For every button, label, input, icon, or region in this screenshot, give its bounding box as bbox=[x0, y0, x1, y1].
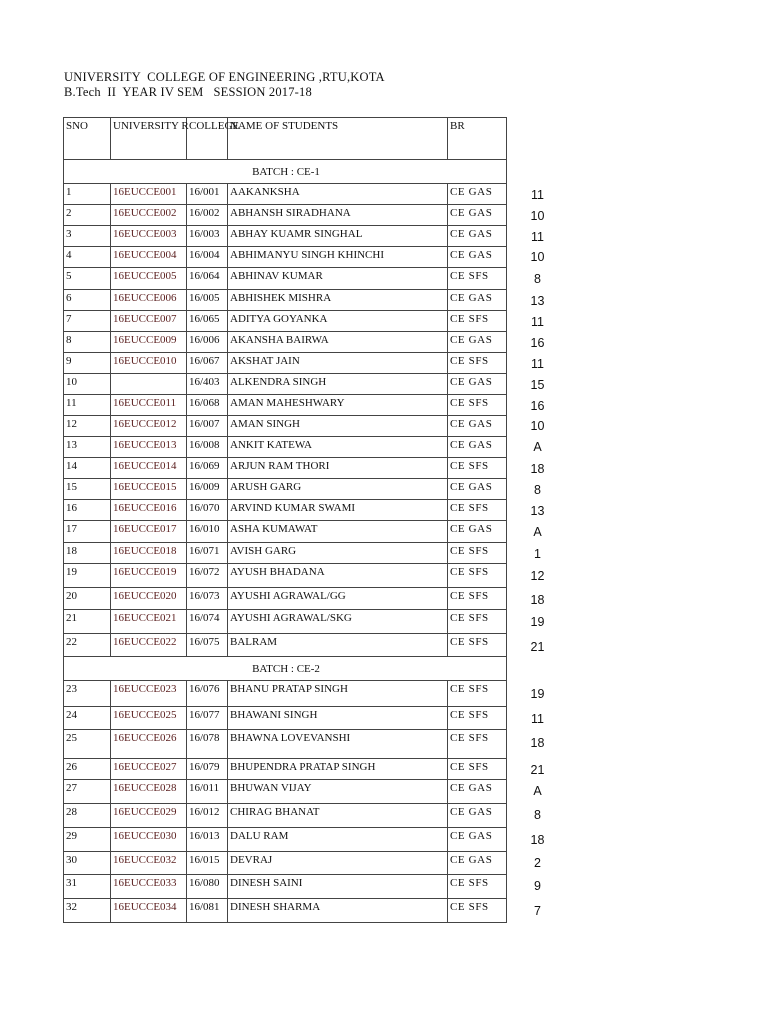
cell-branch: CE SFS bbox=[448, 395, 507, 416]
cell-student-name: ABHIMANYU SINGH KHINCHI bbox=[228, 247, 448, 268]
table-row bbox=[64, 828, 507, 852]
cell-sno: 25 bbox=[64, 730, 111, 759]
cell-university-roll: 16EUCCE032 bbox=[111, 852, 187, 875]
cell-student-name: ADITYA GOYANKA bbox=[228, 311, 448, 332]
cell-branch: CE GAS bbox=[448, 437, 507, 458]
cell-college-id: 16/013 bbox=[187, 828, 228, 852]
batch-label: BATCH : CE-1 bbox=[64, 160, 507, 184]
cell-student-name: ARJUN RAM THORI bbox=[228, 458, 448, 479]
cell-college-id: 16/064 bbox=[187, 268, 228, 290]
cell-college-id: 16/081 bbox=[187, 899, 228, 923]
cell-college-id: 16/003 bbox=[187, 226, 228, 247]
cell-college-id: 16/065 bbox=[187, 311, 228, 332]
cell-branch: CE SFS bbox=[448, 543, 507, 564]
mark-value: 11 bbox=[531, 315, 544, 329]
cell-student-name: DINESH SHARMA bbox=[228, 899, 448, 923]
table-row bbox=[64, 852, 507, 875]
cell-university-roll: 16EUCCE025 bbox=[111, 707, 187, 730]
table-row bbox=[64, 205, 507, 226]
cell-student-name: AYUSH BHADANA bbox=[228, 564, 448, 588]
cell-student-name: ABHISHEK MISHRA bbox=[228, 290, 448, 311]
cell-sno: 21 bbox=[64, 610, 111, 634]
table-row bbox=[64, 437, 507, 458]
cell-sno: 19 bbox=[64, 564, 111, 588]
mark-value: 12 bbox=[530, 569, 545, 583]
cell-branch: CE SFS bbox=[448, 311, 507, 332]
cell-university-roll: 16EUCCE022 bbox=[111, 634, 187, 657]
table-row bbox=[64, 479, 507, 500]
cell-university-roll: 16EUCCE017 bbox=[111, 521, 187, 543]
cell-university-roll: 16EUCCE027 bbox=[111, 759, 187, 780]
table-row bbox=[64, 804, 507, 828]
table-row bbox=[64, 226, 507, 247]
cell-branch: CE GAS bbox=[448, 205, 507, 226]
cell-college-id: 16/011 bbox=[187, 780, 228, 804]
cell-branch: CE SFS bbox=[448, 458, 507, 479]
table-row bbox=[64, 610, 507, 634]
cell-student-name: BHUWAN VIJAY bbox=[228, 780, 448, 804]
cell-branch: CE GAS bbox=[448, 521, 507, 543]
cell-college-id: 16/002 bbox=[187, 205, 228, 226]
cell-university-roll: 16EUCCE010 bbox=[111, 353, 187, 374]
cell-student-name: AVISH GARG bbox=[228, 543, 448, 564]
cell-sno: 13 bbox=[64, 437, 111, 458]
column-header-branch: BR bbox=[448, 118, 507, 160]
mark-value: 21 bbox=[530, 640, 545, 654]
cell-university-roll: 16EUCCE005 bbox=[111, 268, 187, 290]
cell-university-roll: 16EUCCE019 bbox=[111, 564, 187, 588]
cell-university-roll: 16EUCCE016 bbox=[111, 500, 187, 521]
mark-value: 11 bbox=[531, 230, 544, 244]
mark-value: 18 bbox=[530, 833, 545, 847]
column-header-sno: SNO bbox=[64, 118, 111, 160]
cell-branch: CE GAS bbox=[448, 290, 507, 311]
cell-branch: CE SFS bbox=[448, 500, 507, 521]
cell-branch: CE GAS bbox=[448, 828, 507, 852]
table-row bbox=[64, 730, 507, 759]
cell-branch: CE GAS bbox=[448, 479, 507, 500]
cell-sno: 4 bbox=[64, 247, 111, 268]
table-row bbox=[64, 707, 507, 730]
table-row bbox=[64, 564, 507, 588]
cell-university-roll: 16EUCCE028 bbox=[111, 780, 187, 804]
table-row bbox=[64, 353, 507, 374]
cell-university-roll: 16EUCCE030 bbox=[111, 828, 187, 852]
table-row bbox=[64, 458, 507, 479]
cell-branch: CE SFS bbox=[448, 353, 507, 374]
cell-branch: CE SFS bbox=[448, 707, 507, 730]
cell-branch: CE GAS bbox=[448, 374, 507, 395]
cell-university-roll: 16EUCCE013 bbox=[111, 437, 187, 458]
cell-sno: 23 bbox=[64, 681, 111, 707]
mark-value: 19 bbox=[530, 687, 545, 701]
mark-value: 18 bbox=[530, 736, 545, 750]
mark-value: 1 bbox=[534, 547, 541, 561]
cell-college-id: 16/001 bbox=[187, 184, 228, 205]
mark-value: A bbox=[533, 440, 542, 454]
cell-branch: CE GAS bbox=[448, 852, 507, 875]
cell-branch: CE SFS bbox=[448, 875, 507, 899]
cell-branch: CE SFS bbox=[448, 681, 507, 707]
cell-university-roll: 16EUCCE020 bbox=[111, 588, 187, 610]
cell-student-name: AMAN MAHESHWARY bbox=[228, 395, 448, 416]
cell-student-name: BALRAM bbox=[228, 634, 448, 657]
cell-student-name: AKANSHA BAIRWA bbox=[228, 332, 448, 353]
cell-university-roll: 16EUCCE023 bbox=[111, 681, 187, 707]
batch-row bbox=[64, 657, 507, 681]
cell-branch: CE SFS bbox=[448, 610, 507, 634]
table-header-row bbox=[64, 118, 507, 160]
cell-branch: CE SFS bbox=[448, 730, 507, 759]
mark-value: 16 bbox=[530, 399, 545, 413]
cell-college-id: 16/008 bbox=[187, 437, 228, 458]
cell-student-name: ANKIT KATEWA bbox=[228, 437, 448, 458]
cell-sno: 12 bbox=[64, 416, 111, 437]
cell-college-id: 16/071 bbox=[187, 543, 228, 564]
cell-student-name: AYUSHI AGRAWAL/SKG bbox=[228, 610, 448, 634]
mark-value: 8 bbox=[534, 483, 541, 497]
cell-university-roll: 16EUCCE014 bbox=[111, 458, 187, 479]
cell-college-id: 16/403 bbox=[187, 374, 228, 395]
table-row bbox=[64, 634, 507, 657]
table-row bbox=[64, 681, 507, 707]
cell-college-id: 16/072 bbox=[187, 564, 228, 588]
cell-sno: 8 bbox=[64, 332, 111, 353]
cell-sno: 28 bbox=[64, 804, 111, 828]
cell-college-id: 16/004 bbox=[187, 247, 228, 268]
table-row bbox=[64, 374, 507, 395]
cell-university-roll: 16EUCCE018 bbox=[111, 543, 187, 564]
mark-value: 10 bbox=[530, 419, 545, 433]
cell-sno: 26 bbox=[64, 759, 111, 780]
table-row bbox=[64, 759, 507, 780]
cell-sno: 30 bbox=[64, 852, 111, 875]
cell-university-roll: 16EUCCE026 bbox=[111, 730, 187, 759]
cell-sno: 11 bbox=[64, 395, 111, 416]
cell-university-roll: 16EUCCE033 bbox=[111, 875, 187, 899]
cell-sno: 22 bbox=[64, 634, 111, 657]
mark-value: 8 bbox=[534, 808, 541, 822]
cell-college-id: 16/075 bbox=[187, 634, 228, 657]
cell-branch: CE SFS bbox=[448, 564, 507, 588]
cell-college-id: 16/070 bbox=[187, 500, 228, 521]
mark-value: A bbox=[533, 784, 542, 798]
cell-university-roll: 16EUCCE002 bbox=[111, 205, 187, 226]
mark-value: 2 bbox=[534, 856, 541, 870]
mark-value: 7 bbox=[534, 904, 541, 918]
cell-university-roll: 16EUCCE006 bbox=[111, 290, 187, 311]
mark-value: 11 bbox=[531, 712, 544, 726]
cell-university-roll: 16EUCCE007 bbox=[111, 311, 187, 332]
cell-sno: 7 bbox=[64, 311, 111, 332]
cell-sno: 18 bbox=[64, 543, 111, 564]
cell-university-roll: 16EUCCE004 bbox=[111, 247, 187, 268]
cell-university-roll: 16EUCCE003 bbox=[111, 226, 187, 247]
mark-value: 8 bbox=[534, 272, 541, 286]
table-row bbox=[64, 543, 507, 564]
cell-student-name: AMAN SINGH bbox=[228, 416, 448, 437]
cell-sno: 3 bbox=[64, 226, 111, 247]
batch-row bbox=[64, 160, 507, 184]
document-title: UNIVERSITY COLLEGE OF ENGINEERING ,RTU,KOTA bbox=[64, 70, 385, 84]
table-row bbox=[64, 780, 507, 804]
cell-student-name: AKSHAT JAIN bbox=[228, 353, 448, 374]
table-row bbox=[64, 875, 507, 899]
column-header-college-id: COLLEGE bbox=[187, 118, 228, 160]
mark-value: 19 bbox=[530, 615, 545, 629]
cell-sno: 16 bbox=[64, 500, 111, 521]
cell-student-name: AYUSHI AGRAWAL/GG bbox=[228, 588, 448, 610]
cell-sno: 24 bbox=[64, 707, 111, 730]
cell-sno: 32 bbox=[64, 899, 111, 923]
mark-value: 9 bbox=[534, 879, 541, 893]
cell-student-name: ABHAY KUAMR SINGHAL bbox=[228, 226, 448, 247]
cell-sno: 29 bbox=[64, 828, 111, 852]
cell-sno: 20 bbox=[64, 588, 111, 610]
cell-college-id: 16/068 bbox=[187, 395, 228, 416]
table-row bbox=[64, 395, 507, 416]
document-subtitle: B.Tech II YEAR IV SEM SESSION 2017-18 bbox=[64, 85, 312, 99]
batch-label: BATCH : CE-2 bbox=[64, 657, 507, 681]
table-row bbox=[64, 332, 507, 353]
cell-student-name: ALKENDRA SINGH bbox=[228, 374, 448, 395]
cell-sno: 17 bbox=[64, 521, 111, 543]
cell-student-name: AAKANKSHA bbox=[228, 184, 448, 205]
table-row bbox=[64, 268, 507, 290]
table-row bbox=[64, 416, 507, 437]
table-row bbox=[64, 247, 507, 268]
cell-branch: CE SFS bbox=[448, 588, 507, 610]
cell-university-roll: 16EUCCE001 bbox=[111, 184, 187, 205]
cell-college-id: 16/080 bbox=[187, 875, 228, 899]
cell-university-roll: 16EUCCE015 bbox=[111, 479, 187, 500]
cell-college-id: 16/010 bbox=[187, 521, 228, 543]
cell-branch: CE GAS bbox=[448, 804, 507, 828]
cell-college-id: 16/069 bbox=[187, 458, 228, 479]
table-row bbox=[64, 184, 507, 205]
cell-sno: 31 bbox=[64, 875, 111, 899]
cell-student-name: ARUSH GARG bbox=[228, 479, 448, 500]
cell-branch: CE SFS bbox=[448, 759, 507, 780]
cell-sno: 14 bbox=[64, 458, 111, 479]
student-table bbox=[63, 117, 507, 923]
cell-branch: CE GAS bbox=[448, 416, 507, 437]
cell-college-id: 16/073 bbox=[187, 588, 228, 610]
cell-student-name: DEVRAJ bbox=[228, 852, 448, 875]
table-row bbox=[64, 588, 507, 610]
table-row bbox=[64, 899, 507, 923]
cell-college-id: 16/006 bbox=[187, 332, 228, 353]
mark-value: 18 bbox=[530, 462, 545, 476]
cell-student-name: DINESH SAINI bbox=[228, 875, 448, 899]
column-header-university-roll: UNIVERSITY R bbox=[111, 118, 187, 160]
cell-college-id: 16/067 bbox=[187, 353, 228, 374]
cell-student-name: BHAWNA LOVEVANSHI bbox=[228, 730, 448, 759]
mark-value: 13 bbox=[530, 294, 545, 308]
cell-university-roll bbox=[111, 374, 187, 395]
cell-university-roll: 16EUCCE009 bbox=[111, 332, 187, 353]
cell-student-name: ABHINAV KUMAR bbox=[228, 268, 448, 290]
cell-student-name: BHANU PRATAP SINGH bbox=[228, 681, 448, 707]
cell-sno: 1 bbox=[64, 184, 111, 205]
cell-sno: 6 bbox=[64, 290, 111, 311]
cell-college-id: 16/078 bbox=[187, 730, 228, 759]
cell-sno: 9 bbox=[64, 353, 111, 374]
table-row bbox=[64, 290, 507, 311]
mark-value: 16 bbox=[530, 336, 545, 350]
cell-student-name: BHUPENDRA PRATAP SINGH bbox=[228, 759, 448, 780]
cell-student-name: ARVIND KUMAR SWAMI bbox=[228, 500, 448, 521]
mark-value: 10 bbox=[530, 209, 545, 223]
cell-college-id: 16/076 bbox=[187, 681, 228, 707]
cell-branch: CE SFS bbox=[448, 268, 507, 290]
cell-branch: CE GAS bbox=[448, 780, 507, 804]
cell-college-id: 16/077 bbox=[187, 707, 228, 730]
cell-university-roll: 16EUCCE011 bbox=[111, 395, 187, 416]
mark-value: 13 bbox=[530, 504, 545, 518]
cell-student-name: ASHA KUMAWAT bbox=[228, 521, 448, 543]
cell-student-name: DALU RAM bbox=[228, 828, 448, 852]
cell-college-id: 16/009 bbox=[187, 479, 228, 500]
mark-value: 10 bbox=[530, 250, 545, 264]
mark-value: A bbox=[533, 525, 542, 539]
cell-college-id: 16/012 bbox=[187, 804, 228, 828]
cell-college-id: 16/015 bbox=[187, 852, 228, 875]
cell-branch: CE GAS bbox=[448, 332, 507, 353]
cell-branch: CE GAS bbox=[448, 247, 507, 268]
cell-college-id: 16/005 bbox=[187, 290, 228, 311]
table-row bbox=[64, 500, 507, 521]
cell-university-roll: 16EUCCE012 bbox=[111, 416, 187, 437]
cell-university-roll: 16EUCCE029 bbox=[111, 804, 187, 828]
mark-value: 21 bbox=[530, 763, 545, 777]
cell-student-name: BHAWANI SINGH bbox=[228, 707, 448, 730]
cell-university-roll: 16EUCCE034 bbox=[111, 899, 187, 923]
cell-sno: 15 bbox=[64, 479, 111, 500]
cell-sno: 2 bbox=[64, 205, 111, 226]
cell-branch: CE GAS bbox=[448, 226, 507, 247]
mark-value: 11 bbox=[531, 188, 544, 202]
table-row bbox=[64, 521, 507, 543]
cell-university-roll: 16EUCCE021 bbox=[111, 610, 187, 634]
cell-branch: CE SFS bbox=[448, 899, 507, 923]
mark-value: 15 bbox=[530, 378, 545, 392]
cell-sno: 10 bbox=[64, 374, 111, 395]
cell-college-id: 16/079 bbox=[187, 759, 228, 780]
cell-college-id: 16/007 bbox=[187, 416, 228, 437]
cell-student-name: CHIRAG BHANAT bbox=[228, 804, 448, 828]
cell-student-name: ABHANSH SIRADHANA bbox=[228, 205, 448, 226]
cell-branch: CE SFS bbox=[448, 634, 507, 657]
mark-value: 18 bbox=[530, 593, 545, 607]
cell-sno: 27 bbox=[64, 780, 111, 804]
cell-college-id: 16/074 bbox=[187, 610, 228, 634]
mark-value: 11 bbox=[531, 357, 544, 371]
cell-branch: CE GAS bbox=[448, 184, 507, 205]
cell-sno: 5 bbox=[64, 268, 111, 290]
column-header-name: NAME OF STUDENTS bbox=[228, 118, 448, 160]
table-row bbox=[64, 311, 507, 332]
